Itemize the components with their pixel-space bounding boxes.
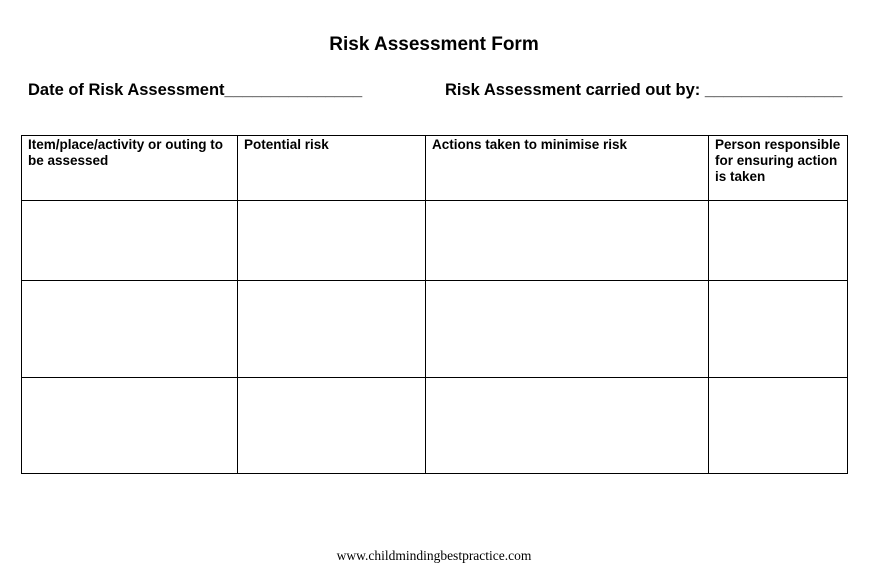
assessment-carried-out-by-field[interactable]: Risk Assessment carried out by: _______________ xyxy=(445,81,843,99)
form-title: Risk Assessment Form xyxy=(329,34,539,55)
table-cell-item[interactable] xyxy=(22,378,238,474)
header-actions-taken: Actions taken to minimise risk xyxy=(426,136,709,201)
table-row xyxy=(22,281,848,378)
header-potential-risk: Potential risk xyxy=(238,136,426,201)
table-cell-person[interactable] xyxy=(709,281,848,378)
table-header-row xyxy=(22,136,848,201)
table-cell-actions[interactable] xyxy=(426,378,709,474)
table-cell-person[interactable] xyxy=(709,378,848,474)
header-item-place-activity: Item/place/activity or outing to be assessed xyxy=(22,136,238,201)
table-cell-item[interactable] xyxy=(22,281,238,378)
table-cell-item[interactable] xyxy=(22,201,238,281)
table-cell-actions[interactable] xyxy=(426,201,709,281)
table-row xyxy=(22,378,848,474)
table-cell-person[interactable] xyxy=(709,201,848,281)
website-footer: www.childmindingbestpractice.com xyxy=(336,548,532,563)
table-cell-actions[interactable] xyxy=(426,281,709,378)
date-of-assessment-field[interactable]: Date of Risk Assessment_______________ xyxy=(28,81,363,99)
table-row xyxy=(22,201,848,281)
risk-assessment-table xyxy=(21,135,848,474)
table-cell-risk[interactable] xyxy=(238,378,426,474)
header-person-responsible: Person responsible for ensuring action is taken xyxy=(709,136,848,201)
table-cell-risk[interactable] xyxy=(238,281,426,378)
table-cell-risk[interactable] xyxy=(238,201,426,281)
